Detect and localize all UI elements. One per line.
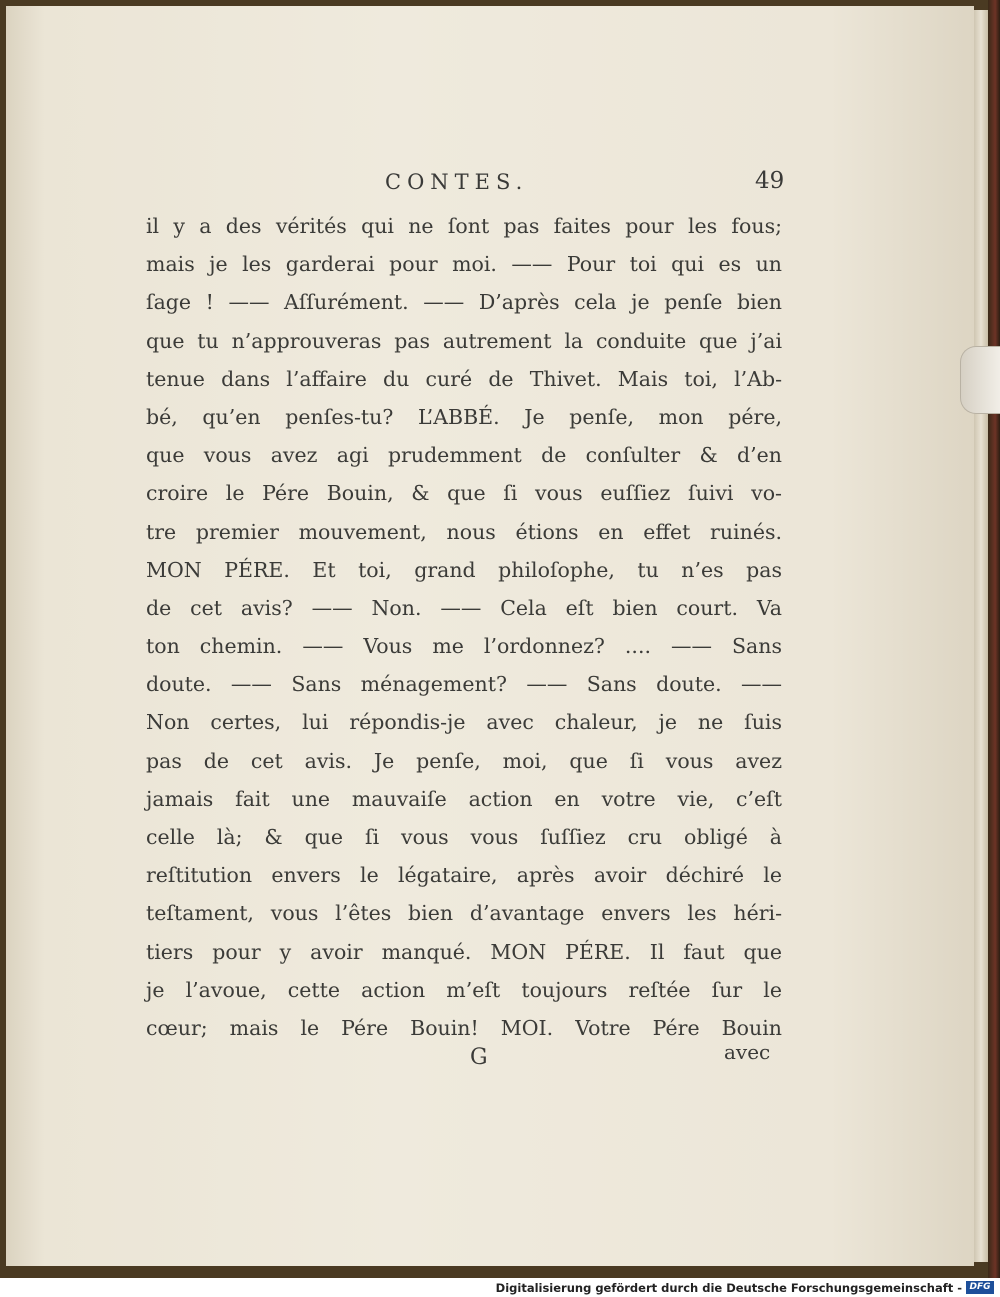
book-spine xyxy=(988,0,1000,1278)
text-line: tenue dans l’affaire du curé de Thivet. Mais toi, l’Ab- xyxy=(146,366,782,391)
dfg-logo: DFG xyxy=(966,1281,994,1294)
catchword: avec xyxy=(724,1040,771,1064)
running-head: CONTES. xyxy=(385,170,529,194)
text-line: mais je les garderai pour moi. —— Pour toi qui es un xyxy=(146,252,782,277)
text-line: jamais fait une mauvaiſe action en votre vie, c’eſt xyxy=(146,786,782,811)
text-line: je l’avoue, cette action m’eſt toujours reſtée ſur le xyxy=(146,977,782,1002)
text-line: pas de cet avis. Je penſe, moi, que ſi vous avez xyxy=(146,748,782,773)
text-line: il y a des vérités qui ne ſont pas faites pour les fous; xyxy=(146,214,782,238)
text-line: celle là; & que ſi vous vous ſuſſiez cru obligé à xyxy=(146,825,782,849)
text-line: croire le Pére Bouin, & que ſi vous euſſiez ſuivi vo- xyxy=(146,481,782,506)
page-clip-tab xyxy=(960,346,1000,414)
text-line: que tu n’approuveras pas autrement la conduite que j’ai xyxy=(146,328,782,353)
text-line: reſtitution envers le légataire, après avoir déchiré le xyxy=(146,863,782,888)
text-line: tre premier mouvement, nous étions en effet ruinés. xyxy=(146,519,782,544)
text-line: tiers pour y avoir manqué. MON PÉRE. Il faut que xyxy=(146,939,782,964)
text-line: ſage ! —— Aſſurément. —— D’après cela je penſe bien xyxy=(146,290,782,315)
signature-mark: G xyxy=(470,1045,488,1070)
text-line: cœur; mais le Pére Bouin! MOI. Votre Pére Bouin xyxy=(146,1015,782,1040)
funding-credit: Digitalisierung gefördert durch die Deutsche Forschungsgemeinschaft - xyxy=(495,1281,962,1295)
text-line: de cet avis? —— Non. —— Cela eſt bien court. Va xyxy=(146,595,782,620)
text-line: ton chemin. —— Vous me l’ordonnez? .... —— Sans xyxy=(146,634,782,659)
page-number: 49 xyxy=(755,168,785,194)
text-line: bé, qu’en penſes-tu? L’ABBÉ. Je penſe, mon pére, xyxy=(146,404,782,429)
text-line: doute. —— Sans ménagement? —— Sans doute. —— xyxy=(146,672,782,697)
text-line: que vous avez agi prudemment de conſulter & d’en xyxy=(146,443,782,468)
text-line: MON PÉRE. Et toi, grand philoſophe, tu n’es pas xyxy=(146,557,782,582)
text-line: teſtament, vous l’êtes bien d’avantage envers les héri- xyxy=(146,901,782,926)
page-edge xyxy=(974,10,988,1262)
body-text xyxy=(146,207,782,1047)
text-line: Non certes, lui répondis-je avec chaleur, je ne ſuis xyxy=(146,710,782,735)
